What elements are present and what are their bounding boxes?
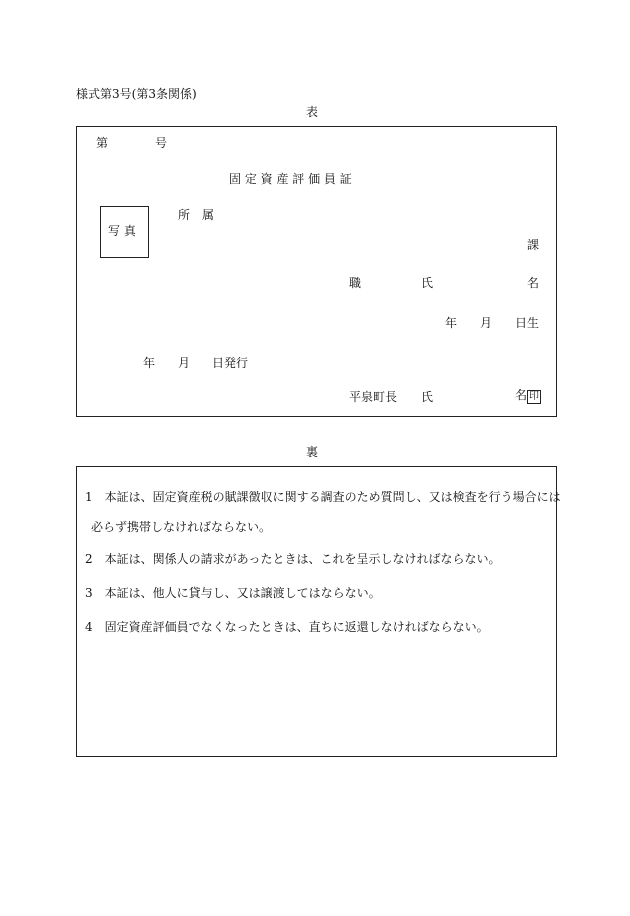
back-item-1: 1 本証は、固定資産税の賦課徴収に関する調査のため質問し、又は検査を行う場合には xyxy=(85,490,561,504)
back-item-4: 4 固定資産評価員でなくなったときは、直ちに返還しなければならない。 xyxy=(85,620,489,634)
issuer-shi-label: 氏 xyxy=(421,390,434,404)
issuer-mei-label xyxy=(515,389,541,404)
photo-box xyxy=(100,206,149,258)
back-item-2: 2 本証は、関係人の請求があったときは、これを呈示しなければならない。 xyxy=(85,552,501,566)
issuer-mei-text: 名 xyxy=(515,388,528,402)
front-heading: 表 xyxy=(306,105,319,119)
birth-month-label: 月 xyxy=(480,316,493,330)
front-card xyxy=(76,126,557,417)
mei-label: 名 xyxy=(527,276,540,290)
back-card xyxy=(76,466,561,757)
back-item-3: 3 本証は、他人に貸与し、又は譲渡してはならない。 xyxy=(85,586,381,600)
seal-mark: 印 xyxy=(529,391,540,402)
issue-day-label: 日発行 xyxy=(212,356,249,370)
birth-day-label: 日生 xyxy=(515,316,540,330)
ka-label: 課 xyxy=(527,238,540,252)
shi-label: 氏 xyxy=(421,276,434,290)
number-dai: 第 xyxy=(96,136,109,150)
shoku-label: 職 xyxy=(349,276,362,290)
photo-label: 写 真 xyxy=(108,224,136,238)
back-heading: 裏 xyxy=(306,445,319,459)
number-go: 号 xyxy=(155,136,168,150)
issuer-label: 平泉町長 xyxy=(349,390,398,404)
shozoku-label: 所 属 xyxy=(178,208,215,222)
issue-month-label: 月 xyxy=(178,356,191,370)
back-item-1-cont: 必らず携帯しなければならない。 xyxy=(91,520,272,534)
form-label: 様式第3号(第3条関係) xyxy=(76,87,197,101)
birth-year-label: 年 xyxy=(445,316,458,330)
certificate-title: 固 定 資 産 評 価 員 証 xyxy=(229,172,352,186)
issue-year-label: 年 xyxy=(143,356,156,370)
